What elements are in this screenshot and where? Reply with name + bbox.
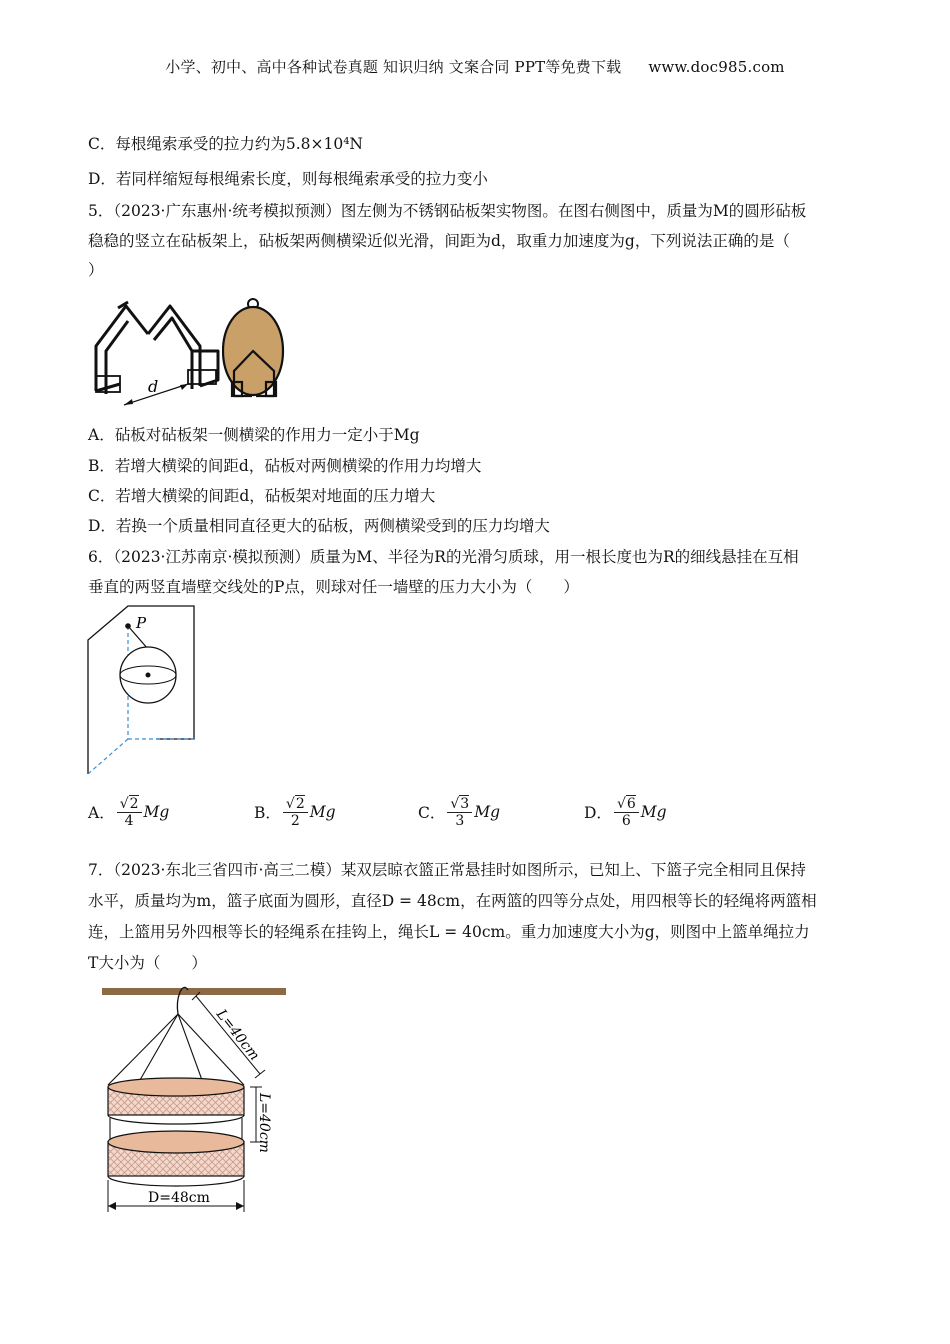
q5-option-c: C．若增大横梁的间距d，砧板架对地面的压力增大 [88, 487, 436, 505]
q7-stem-line3: 连，上篮用另外四根等长的轻绳系在挂钩上，绳长L = 40cm。重力加速度大小为g，则图中上篮单绳拉力 [88, 923, 810, 941]
label-p: P [136, 614, 147, 632]
q6-options [88, 795, 888, 845]
label-d: d [148, 377, 159, 396]
cutting-board-on-rack-figure [222, 296, 302, 411]
q6-option-c: C． $\frac{√3}{3}$ Mg [418, 796, 501, 829]
sphere-corner-figure [84, 604, 204, 780]
q7-stem-line2: 水平，质量均为m，篮子底面为圆形，直径D = 48cm，在两篮的四等分点处，用四根等长的轻绳将两篮相 [88, 892, 817, 910]
q4-option-c: C．每根绳索承受的拉力约为5.8×10⁴N [88, 135, 363, 153]
label-l-right: L=40cm [256, 1093, 272, 1153]
q7-stem-line1: 7．（2023·东北三省四市·高三二模）某双层晾衣篮正常悬挂时如图所示，已知上、下篮子完全相同且保持 [88, 861, 806, 879]
hanging-bar [102, 988, 286, 995]
drying-basket-figure [100, 980, 290, 1220]
q6-option-b: B． $\frac{√2}{2}$ Mg [254, 796, 336, 829]
q5-stem-line3: ） [88, 261, 104, 279]
q5-stem-line2: 稳稳的竖立在砧板架上，砧板架两侧横梁近似光滑，间距为d，取重力加速度为g，下列说法正确的是（ [88, 232, 790, 250]
label-d-48: D=48cm [148, 1190, 210, 1206]
q7-stem-line4: T大小为（ ） [88, 954, 207, 972]
q5-stem-line1: 5．（2023·广东惠州·统考模拟预测）图左侧为不锈钢砧板架实物图。在图右侧图中，质量为M的圆形砧板 [88, 202, 807, 220]
q6-option-d: D． $\frac{√6}{6}$ Mg [584, 796, 667, 829]
q6-stem-line1: 6．（2023·江苏南京·模拟预测）质量为M、半径为R的光滑匀质球，用一根长度也为R的细线悬挂在互相 [88, 548, 799, 566]
q5-option-d: D．若换一个质量相同直径更大的砧板，两侧横梁受到的压力均增大 [88, 517, 550, 535]
q6-stem-line2: 垂直的两竖直墙壁交线处的P点，则球对任一墙壁的压力大小为（ ） [88, 578, 579, 596]
q5-option-a: A．砧板对砧板架一侧横梁的作用力一定小于Mg [88, 426, 420, 444]
label-l-upper: L=40cm [212, 1006, 263, 1064]
q4-option-d: D．若同样缩短每根绳索长度，则每根绳索承受的拉力变小 [88, 170, 488, 188]
cutting-board-rack-figure [88, 296, 228, 411]
q6-option-a: A． $\frac{√2}{4}$ Mg [88, 796, 170, 829]
header-text: 小学、初中、高中各种试卷真题 知识归纳 文案合同 PPT等免费下载 [165, 58, 622, 76]
header-url[interactable]: www.doc985.com [648, 58, 785, 76]
q5-option-b: B．若增大横梁的间距d，砧板对两侧横梁的作用力均增大 [88, 457, 482, 475]
page-header [0, 56, 950, 77]
